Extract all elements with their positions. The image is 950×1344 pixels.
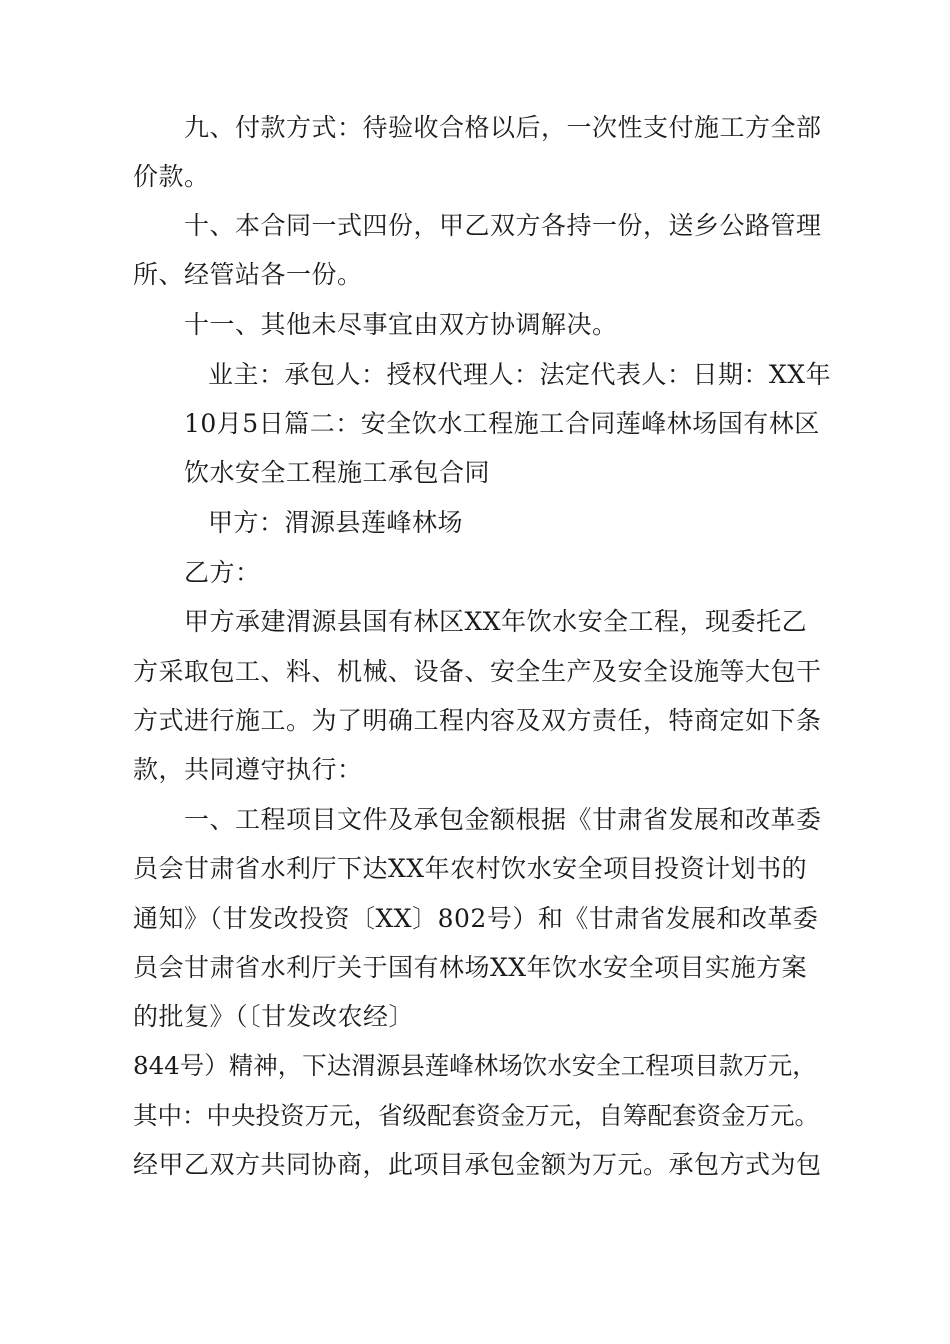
text-line: 业主：承包人：授权代理人：法定代表人：日期：XX年 — [208, 360, 832, 389]
text-line: 其中：中央投资万元，省级配套资金万元，自筹配套资金万元。 — [133, 1101, 819, 1130]
text-line: 甲方承建渭源县国有林区XX年饮水安全工程，现委托乙 — [184, 607, 808, 636]
text-line: 一、工程项目文件及承包金额根据《甘肃省发展和改革委 — [184, 805, 822, 834]
text-line: 844号）精神，下达渭源县莲峰林场饮水安全工程项目款万元， — [133, 1051, 817, 1080]
text-line: 方式进行施工。为了明确工程内容及双方责任，特商定如下条 — [133, 706, 822, 735]
text-line: 饮水安全工程施工承包合同 — [184, 458, 491, 487]
text-line: 员会甘肃省水利厅下达XX年农村饮水安全项目投资计划书的 — [133, 854, 808, 883]
text-line: 所、经管站各一份。 — [133, 260, 363, 289]
text-line: 款，共同遵守执行： — [133, 755, 363, 784]
text-line: 甲方：渭源县莲峰林场 — [208, 508, 464, 537]
text-line: 乙方： — [184, 558, 261, 587]
text-line: 的批复》（〔甘发改农经〕 — [133, 1002, 415, 1031]
text-line: 经甲乙双方共同协商，此项目承包金额为万元。承包方式为包 — [133, 1150, 822, 1179]
text-line: 通知》（甘发改投资〔XX〕802号）和《甘肃省发展和改革委 — [133, 904, 819, 933]
text-line: 九、付款方式：待验收合格以后，一次性支付施工方全部 — [184, 113, 822, 142]
text-line: 价款。 — [133, 162, 210, 191]
text-line: 10月5日篇二：安全饮水工程施工合同莲峰林场国有林区 — [184, 409, 820, 438]
text-line: 员会甘肃省水利厅关于国有林场XX年饮水安全项目实施方案 — [133, 953, 808, 982]
text-line: 十、本合同一式四份，甲乙双方各持一份，送乡公路管理 — [184, 211, 822, 240]
text-line: 方采取包工、料、机械、设备、安全生产及安全设施等大包干 — [133, 657, 822, 686]
text-line: 十一、其他未尽事宜由双方协调解决。 — [184, 310, 618, 339]
